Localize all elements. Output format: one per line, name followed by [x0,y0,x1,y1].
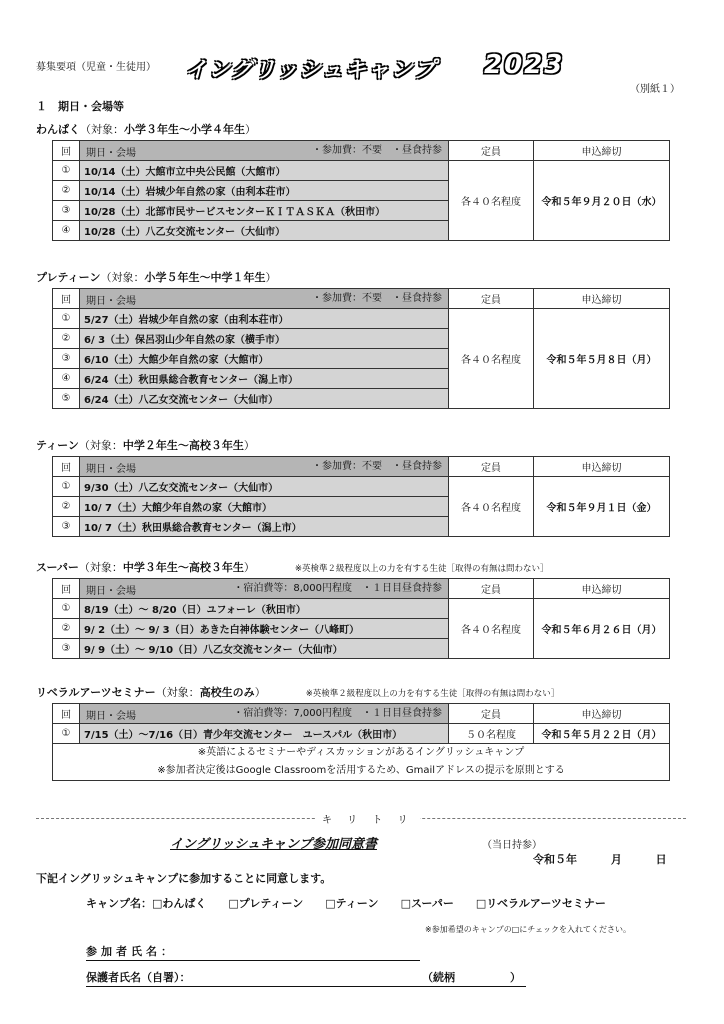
table-row [53,477,670,497]
event-number: ② [53,329,80,349]
col-capacity-header: 定員 [449,141,534,161]
col-deadline-header: 申込締切 [534,289,670,309]
event-capacity: 各４０名程度 [449,477,534,537]
fee-info: ・参加費：不要 ・昼食持参 [312,293,442,304]
event-date-venue: 10/14（土）岩城少年自然の家（由利本荘市） [80,181,449,201]
appendix-label: （別紙１） [630,84,680,95]
camp-target-prefix: （対象： [78,439,123,452]
col-deadline-header: 申込締切 [534,141,670,161]
event-date-venue: 8/19（土）～ 8/20（日）ユフォーレ（秋田市） [80,599,449,619]
col-deadline-header: 申込締切 [534,457,670,477]
option-liberal-arts[interactable]: □リベラルアーツセミナー [475,897,606,910]
event-date-venue: 10/28（土）北部市民サービスセンターＫＩＴＡＳＫＡ（秋田市） [80,201,449,221]
event-number: ② [53,497,80,517]
table-row [53,599,670,619]
option-super[interactable]: □スーパー [400,897,454,910]
event-capacity: 各４０名程度 [449,161,534,241]
consent-subtitle: （当日持参） [482,840,542,851]
check-note: ※参加希望のキャンプの□にチェックを入れてください。 [425,925,632,934]
event-date-venue: 7/15（土）～7/16（日）青少年交流センター ユースパル（秋田市） [80,724,449,744]
date-venue-label: 期日・会場 [86,711,136,722]
event-date-venue: 10/28（土）八乙女交流センター（大仙市） [80,221,449,241]
relation-label: （続柄 ） [422,971,521,984]
page-year: 2023 [484,50,565,80]
camp-heading [36,121,296,137]
camp-target: 高校生のみ [199,686,255,699]
event-number: ④ [53,369,80,389]
camp-name: わんぱく [36,123,80,136]
event-number: ① [53,309,80,329]
cut-label: キ リ ト リ [316,811,420,826]
camp-target-prefix: （対象： [78,561,123,574]
participant-label: 参加者氏名： [86,945,176,958]
option-preteen[interactable]: □プレティーン [228,897,304,910]
camp-target: 中学２年生～高校３年生 [122,439,244,452]
camp-target: 小学５年生～中学１年生 [144,271,266,284]
col-date-venue-header [80,289,449,309]
event-deadline: 令和５年９月１日（金） [534,477,670,537]
col-date-venue-header [80,457,449,477]
event-number: ③ [53,201,80,221]
camp-label: キャンプ名： [86,897,152,910]
camp-name: リベラルアーツセミナー [36,686,156,699]
camp-note: ※英語によるセミナーやディスカッションがあるイングリッシュキャンプ [197,747,525,758]
col-num-header: 回 [53,457,80,477]
fee-info: ・参加費：不要 ・昼食持参 [312,461,442,472]
camp-table [52,703,670,781]
col-num-header: 回 [53,579,80,599]
col-deadline-header: 申込締切 [534,579,670,599]
participant-name-field[interactable] [86,943,420,961]
camp-heading [36,684,559,700]
col-date-venue-header [80,141,449,161]
event-number: ① [53,477,80,497]
fee-info: ・宿泊費等：8,000円程度 ・１日目昼食持参 [233,583,442,594]
event-number: ② [53,619,80,639]
section-heading: １ 期日・会場等 [36,100,124,113]
date-venue-label: 期日・会場 [86,296,136,307]
event-number: ③ [53,639,80,659]
camp-selection [86,895,628,911]
camp-heading [36,437,295,453]
event-deadline: 令和５年５月２２日（月） [534,724,670,744]
camp-target-suffix: ） [265,271,277,284]
camp-target-prefix: （対象： [100,271,145,284]
table-row [53,161,670,181]
guardian-name-field[interactable] [86,969,526,987]
camp-name: ティーン [36,439,79,452]
notes-cell [53,744,670,781]
event-date-venue: 6/10（土）大館少年自然の家（大館市） [80,349,449,369]
event-number: ① [53,724,80,744]
consent-agree-text: 下記イングリッシュキャンプに参加することに同意します。 [36,872,332,885]
table-row [53,724,670,744]
col-num-header: 回 [53,289,80,309]
camp-heading [36,269,316,285]
camp-target-prefix: （対象： [80,123,124,136]
event-number: ① [53,161,80,181]
event-capacity: ５０名程度 [449,724,534,744]
camp-target-prefix: （対象： [155,686,200,699]
camp-heading [36,559,549,575]
event-deadline: 令和５年６月２６日（月） [534,599,670,659]
event-date-venue: 10/ 7（土）秋田県総合教育センター（潟上市） [80,517,449,537]
event-capacity: 各４０名程度 [449,599,534,659]
camp-target: 小学３年生～小学４年生 [124,123,245,136]
camp-note: ※参加者決定後はGoogle Classroomを活用するため、Gmailアドレスの提示を原則とする [157,765,565,776]
camp-target: 中学３年生～高校３年生 [122,561,244,574]
option-teen[interactable]: □ティーン [325,897,379,910]
table-row [53,309,670,329]
camp-name: スーパー [36,561,79,574]
page-title: イングリッシュキャンプ [185,58,437,83]
col-deadline-header: 申込締切 [534,704,670,724]
event-date-venue: 6/24（土）秋田県総合教育センター（潟上市） [80,369,449,389]
camp-table [52,456,670,537]
event-date-venue: 5/27（土）岩城少年自然の家（由利本荘市） [80,309,449,329]
event-number: ④ [53,221,80,241]
fee-info: ・参加費：不要 ・昼食持参 [312,145,442,156]
camp-target-suffix: ） [243,561,255,574]
col-capacity-header: 定員 [449,704,534,724]
consent-title: イングリッシュキャンプ参加同意書 [170,837,377,852]
event-number: ① [53,599,80,619]
camp-target-suffix: ） [245,123,256,136]
event-date-venue: 6/24（土）八乙女交流センター（大仙市） [80,389,449,409]
camp-table [52,288,670,409]
camp-table [52,140,670,241]
col-date-venue-header [80,704,449,724]
camp-target-suffix: ） [243,439,255,452]
col-capacity-header: 定員 [449,579,534,599]
date-venue-label: 期日・会場 [86,148,136,159]
date-venue-label: 期日・会場 [86,464,136,475]
recruit-label: 募集要項（児童・生徒用） [36,62,156,73]
event-date-venue: 10/ 7（土）大館少年自然の家（大館市） [80,497,449,517]
event-number: ③ [53,517,80,537]
camp-requirement: ※英検準２級程度以上の力を有する生徒［取得の有無は問わない］ [294,564,549,574]
option-wanpaku[interactable]: □わんぱく [152,897,207,910]
camp-table [52,578,670,659]
camp-target-suffix: ） [254,686,266,699]
event-date-venue: 9/ 2（土）～ 9/ 3（日）あきた白神体験センター（八峰町） [80,619,449,639]
event-number: ③ [53,349,80,369]
guardian-label: 保護者氏名（自署）： [86,971,191,984]
event-date-venue: 9/ 9（土）～ 9/10（日）八乙女交流センター（大仙市） [80,639,449,659]
date-venue-label: 期日・会場 [86,586,136,597]
event-date-venue: 10/14（土）大館市立中央公民館（大館市） [80,161,449,181]
event-number: ⑤ [53,389,80,409]
col-date-venue-header [80,579,449,599]
event-deadline: 令和５年５月８日（月） [534,309,670,409]
camp-requirement: ※英検準２級程度以上の力を有する生徒［取得の有無は問わない］ [305,689,560,699]
event-deadline: 令和５年９月２０日（水） [534,161,670,241]
event-date-venue: 9/30（土）八乙女交流センター（大仙市） [80,477,449,497]
col-capacity-header: 定員 [449,457,534,477]
event-date-venue: 6/ 3（土）保呂羽山少年自然の家（横手市） [80,329,449,349]
col-num-header: 回 [53,704,80,724]
consent-date: 令和５年 月 日 [533,853,667,866]
fee-info: ・宿泊費等：7,000円程度 ・１日目昼食持参 [233,708,442,719]
event-number: ② [53,181,80,201]
col-capacity-header: 定員 [449,289,534,309]
col-num-header: 回 [53,141,80,161]
event-capacity: 各４０名程度 [449,309,534,409]
camp-name: プレティーン [36,271,101,284]
